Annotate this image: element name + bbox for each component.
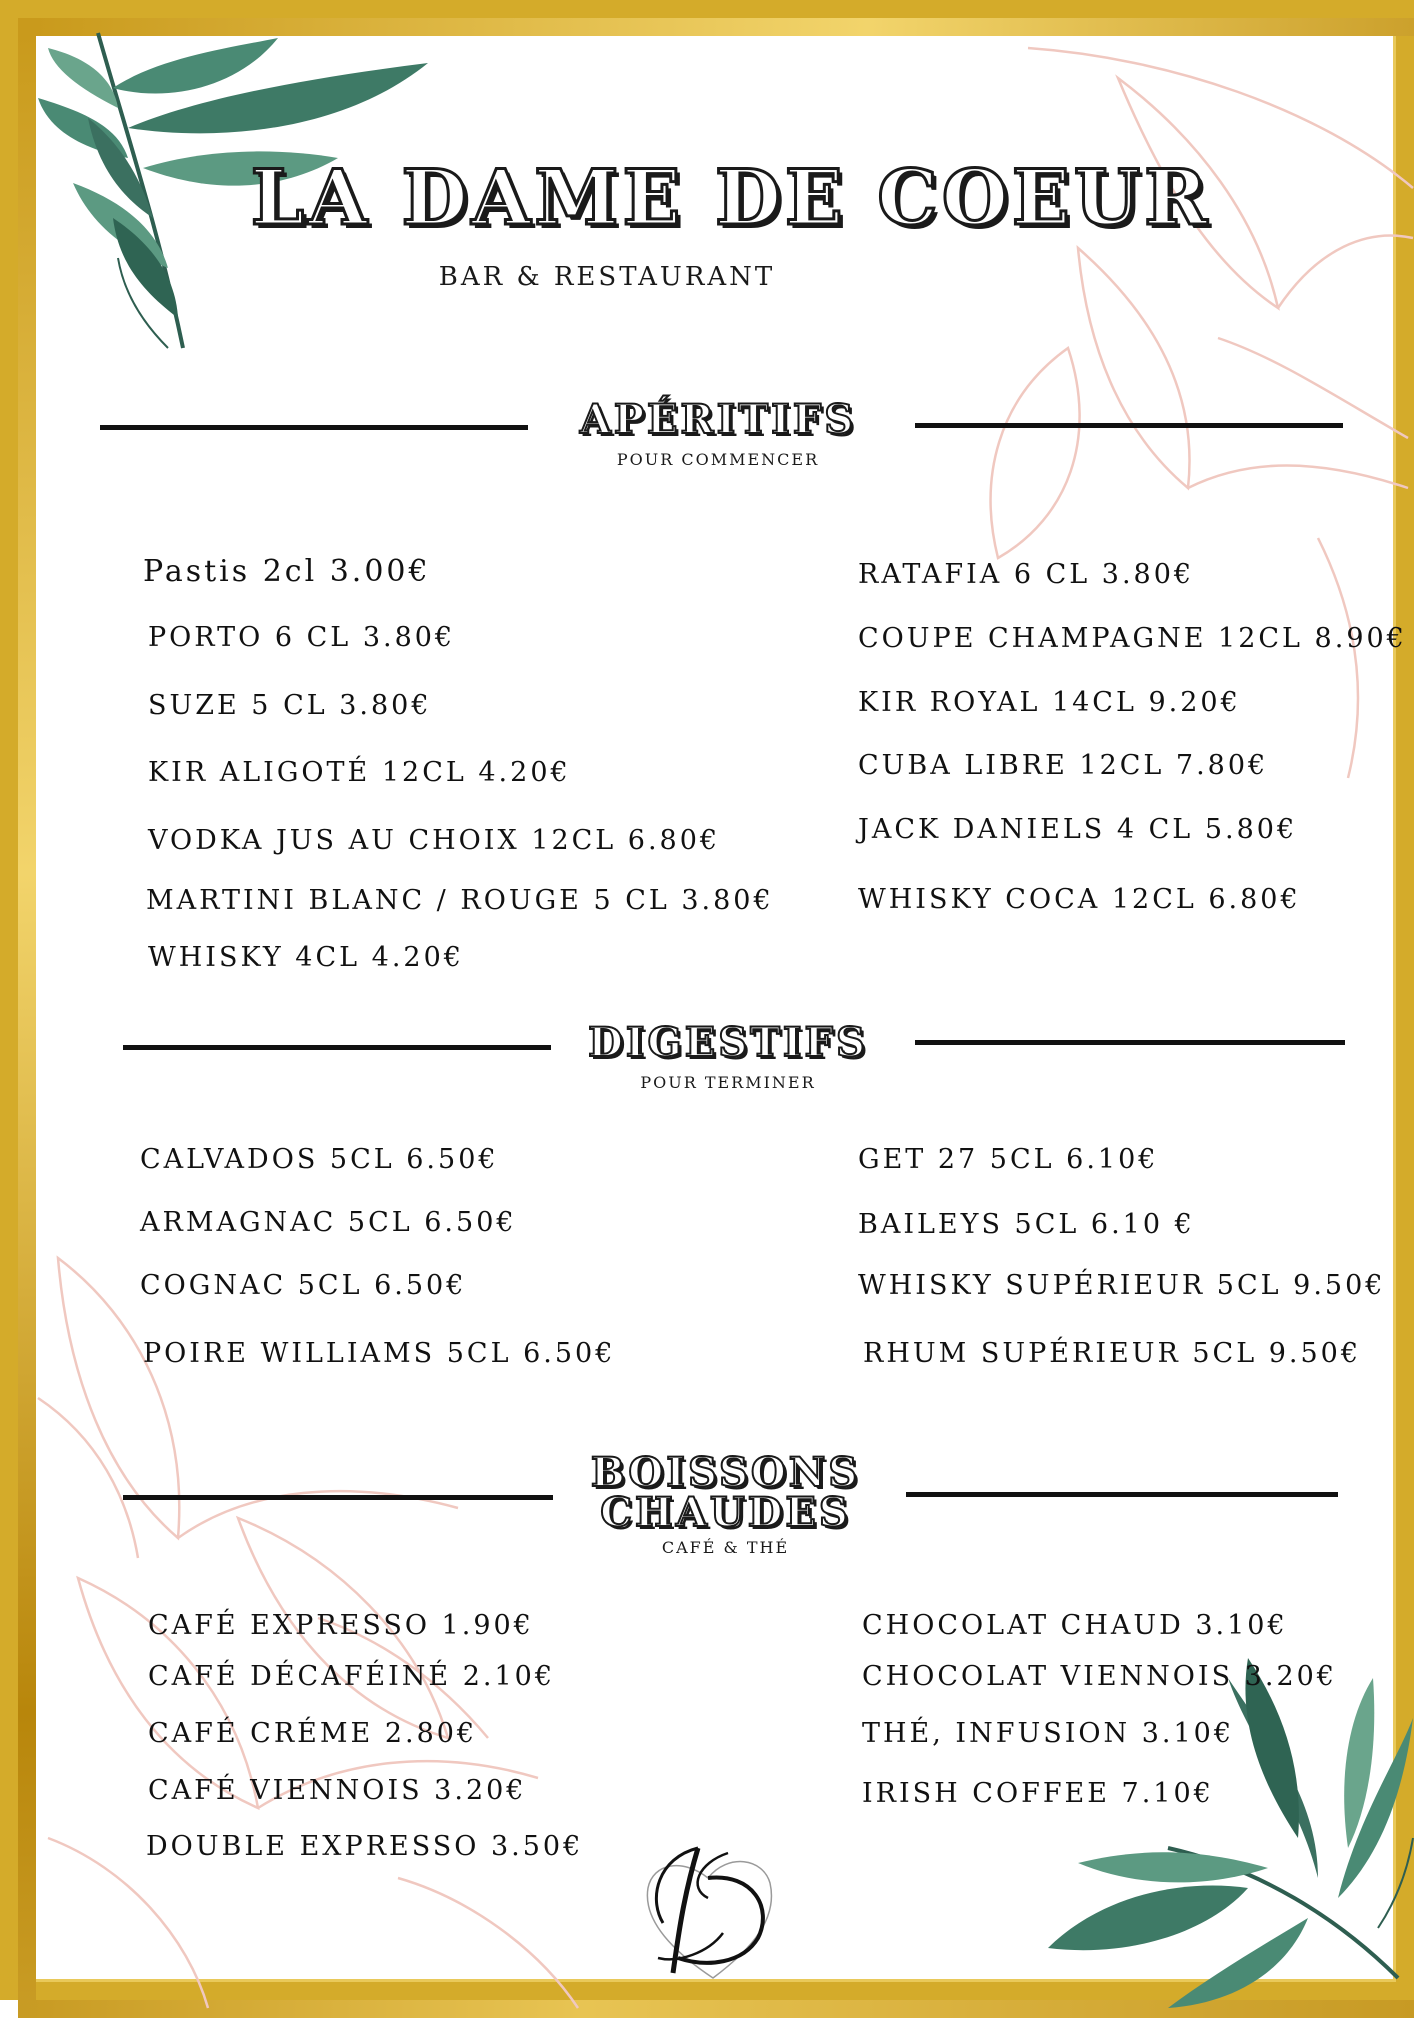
menu-item: CAFÉ CRÉME 2.80€ bbox=[148, 1718, 478, 1749]
menu-item: SUZE 5 CL 3.80€ bbox=[148, 690, 432, 721]
section-title-boissons: BOISSONS bbox=[590, 1449, 861, 1496]
menu-item: CALVADOS 5CL 6.50€ bbox=[140, 1144, 499, 1175]
menu-item: DOUBLE EXPRESSO 3.50€ bbox=[146, 1831, 584, 1862]
menu-item: RHUM SUPÉRIEUR 5CL 9.50€ bbox=[863, 1338, 1362, 1369]
menu-item: GET 27 5CL 6.10€ bbox=[858, 1144, 1159, 1175]
section-subtitle-aperitifs: POUR COMMENCER bbox=[616, 450, 820, 469]
menu-item: CUBA LIBRE 12CL 7.80€ bbox=[858, 750, 1269, 781]
dc-monogram-heart-icon bbox=[18, 18, 1414, 2018]
menu-item: IRISH COFFEE 7.10€ bbox=[862, 1778, 1214, 1809]
menu-item: BAILEYS 5CL 6.10 € bbox=[858, 1209, 1195, 1240]
menu-item: THÉ, INFUSION 3.10€ bbox=[862, 1718, 1235, 1749]
menu-item: COUPE CHAMPAGNE 12CL 8.90€ bbox=[858, 623, 1407, 654]
page-subtitle: BAR & RESTAURANT bbox=[438, 262, 776, 292]
menu-item: RATAFIA 6 CL 3.80€ bbox=[858, 559, 1195, 590]
menu-item: Pastis 2cl 3.00€ bbox=[143, 554, 431, 589]
menu-item: WHISKY SUPÉRIEUR 5CL 9.50€ bbox=[858, 1270, 1386, 1301]
menu-item: CAFÉ DÉCAFÉINÉ 2.10€ bbox=[148, 1661, 556, 1692]
menu-item: MARTINI BLANC / ROUGE 5 CL 3.80€ bbox=[146, 885, 774, 916]
menu-item: KIR ALIGOTÉ 12CL 4.20€ bbox=[148, 757, 571, 788]
menu-item: JACK DANIELS 4 CL 5.80€ bbox=[858, 814, 1298, 845]
menu-item: VODKA JUS AU CHOIX 12CL 6.80€ bbox=[148, 825, 721, 856]
menu-item: KIR ROYAL 14CL 9.20€ bbox=[858, 687, 1241, 718]
menu-item: WHISKY COCA 12CL 6.80€ bbox=[858, 884, 1301, 915]
section-title-digestifs: DIGESTIFS bbox=[588, 1019, 868, 1066]
menu-item: CAFÉ EXPRESSO 1.90€ bbox=[148, 1610, 534, 1641]
menu-item: WHISKY 4CL 4.20€ bbox=[148, 942, 464, 973]
section-subtitle-digestifs: POUR TERMINER bbox=[640, 1073, 816, 1092]
section-title-chaudes: CHAUDES bbox=[600, 1489, 851, 1536]
menu-item: CAFÉ VIENNOIS 3.20€ bbox=[148, 1775, 527, 1806]
section-subtitle-boissons: CAFÉ & THÉ bbox=[661, 1538, 790, 1557]
section-title-aperitifs: APÉRITIFS bbox=[579, 396, 857, 443]
menu-item: CHOCOLAT VIENNOIS 3.20€ bbox=[862, 1661, 1337, 1692]
menu-item: ARMAGNAC 5CL 6.50€ bbox=[140, 1207, 517, 1238]
menu-item: POIRE WILLIAMS 5CL 6.50€ bbox=[143, 1338, 616, 1369]
menu-item: COGNAC 5CL 6.50€ bbox=[140, 1270, 467, 1301]
menu-item: CHOCOLAT CHAUD 3.10€ bbox=[862, 1610, 1288, 1641]
page-title: LA DAME DE COEUR bbox=[250, 153, 1212, 242]
menu-item: PORTO 6 CL 3.80€ bbox=[148, 622, 456, 653]
